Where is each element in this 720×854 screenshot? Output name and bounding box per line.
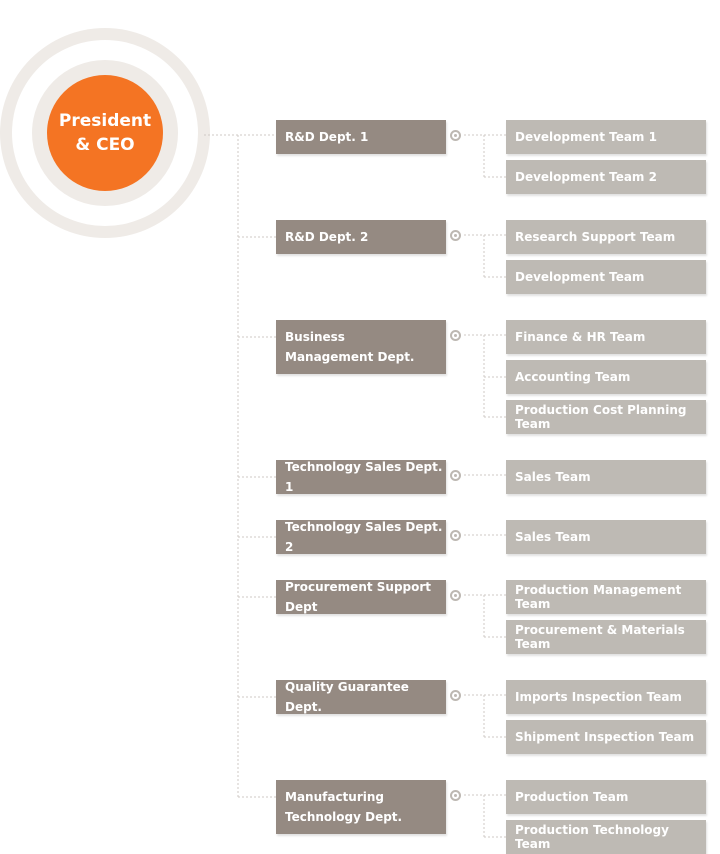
team-box: Development Team	[506, 260, 706, 294]
connector-dot-icon	[450, 690, 461, 701]
department-box: Manufacturing Technology Dept.	[276, 780, 446, 834]
team-box: Research Support Team	[506, 220, 706, 254]
team-box: Sales Team	[506, 460, 706, 494]
team-box: Procurement & Materials Team	[506, 620, 706, 654]
team-box: Production Management Team	[506, 580, 706, 614]
team-box: Imports Inspection Team	[506, 680, 706, 714]
department-box: R&D Dept. 2	[276, 220, 446, 254]
team-box: Production Technology Team	[506, 820, 706, 854]
team-box: Finance & HR Team	[506, 320, 706, 354]
department-box: R&D Dept. 1	[276, 120, 446, 154]
department-box: Business Management Dept.	[276, 320, 446, 374]
connector-dot-icon	[450, 230, 461, 241]
department-box: Technology Sales Dept. 1	[276, 460, 446, 494]
team-box: Production Team	[506, 780, 706, 814]
team-box: Development Team 2	[506, 160, 706, 194]
department-box: Technology Sales Dept. 2	[276, 520, 446, 554]
connector-dot-icon	[450, 470, 461, 481]
connector-dot-icon	[450, 130, 461, 141]
team-box: Sales Team	[506, 520, 706, 554]
team-box: Accounting Team	[506, 360, 706, 394]
team-box: Production Cost Planning Team	[506, 400, 706, 434]
connector-dot-icon	[450, 330, 461, 341]
team-box: Development Team 1	[506, 120, 706, 154]
connector-dot-icon	[450, 590, 461, 601]
ceo-node: President & CEO	[47, 75, 163, 191]
connector-dot-icon	[450, 530, 461, 541]
team-box: Shipment Inspection Team	[506, 720, 706, 754]
department-box: Quality Guarantee Dept.	[276, 680, 446, 714]
connector-dot-icon	[450, 790, 461, 801]
department-box: Procurement Support Dept	[276, 580, 446, 614]
